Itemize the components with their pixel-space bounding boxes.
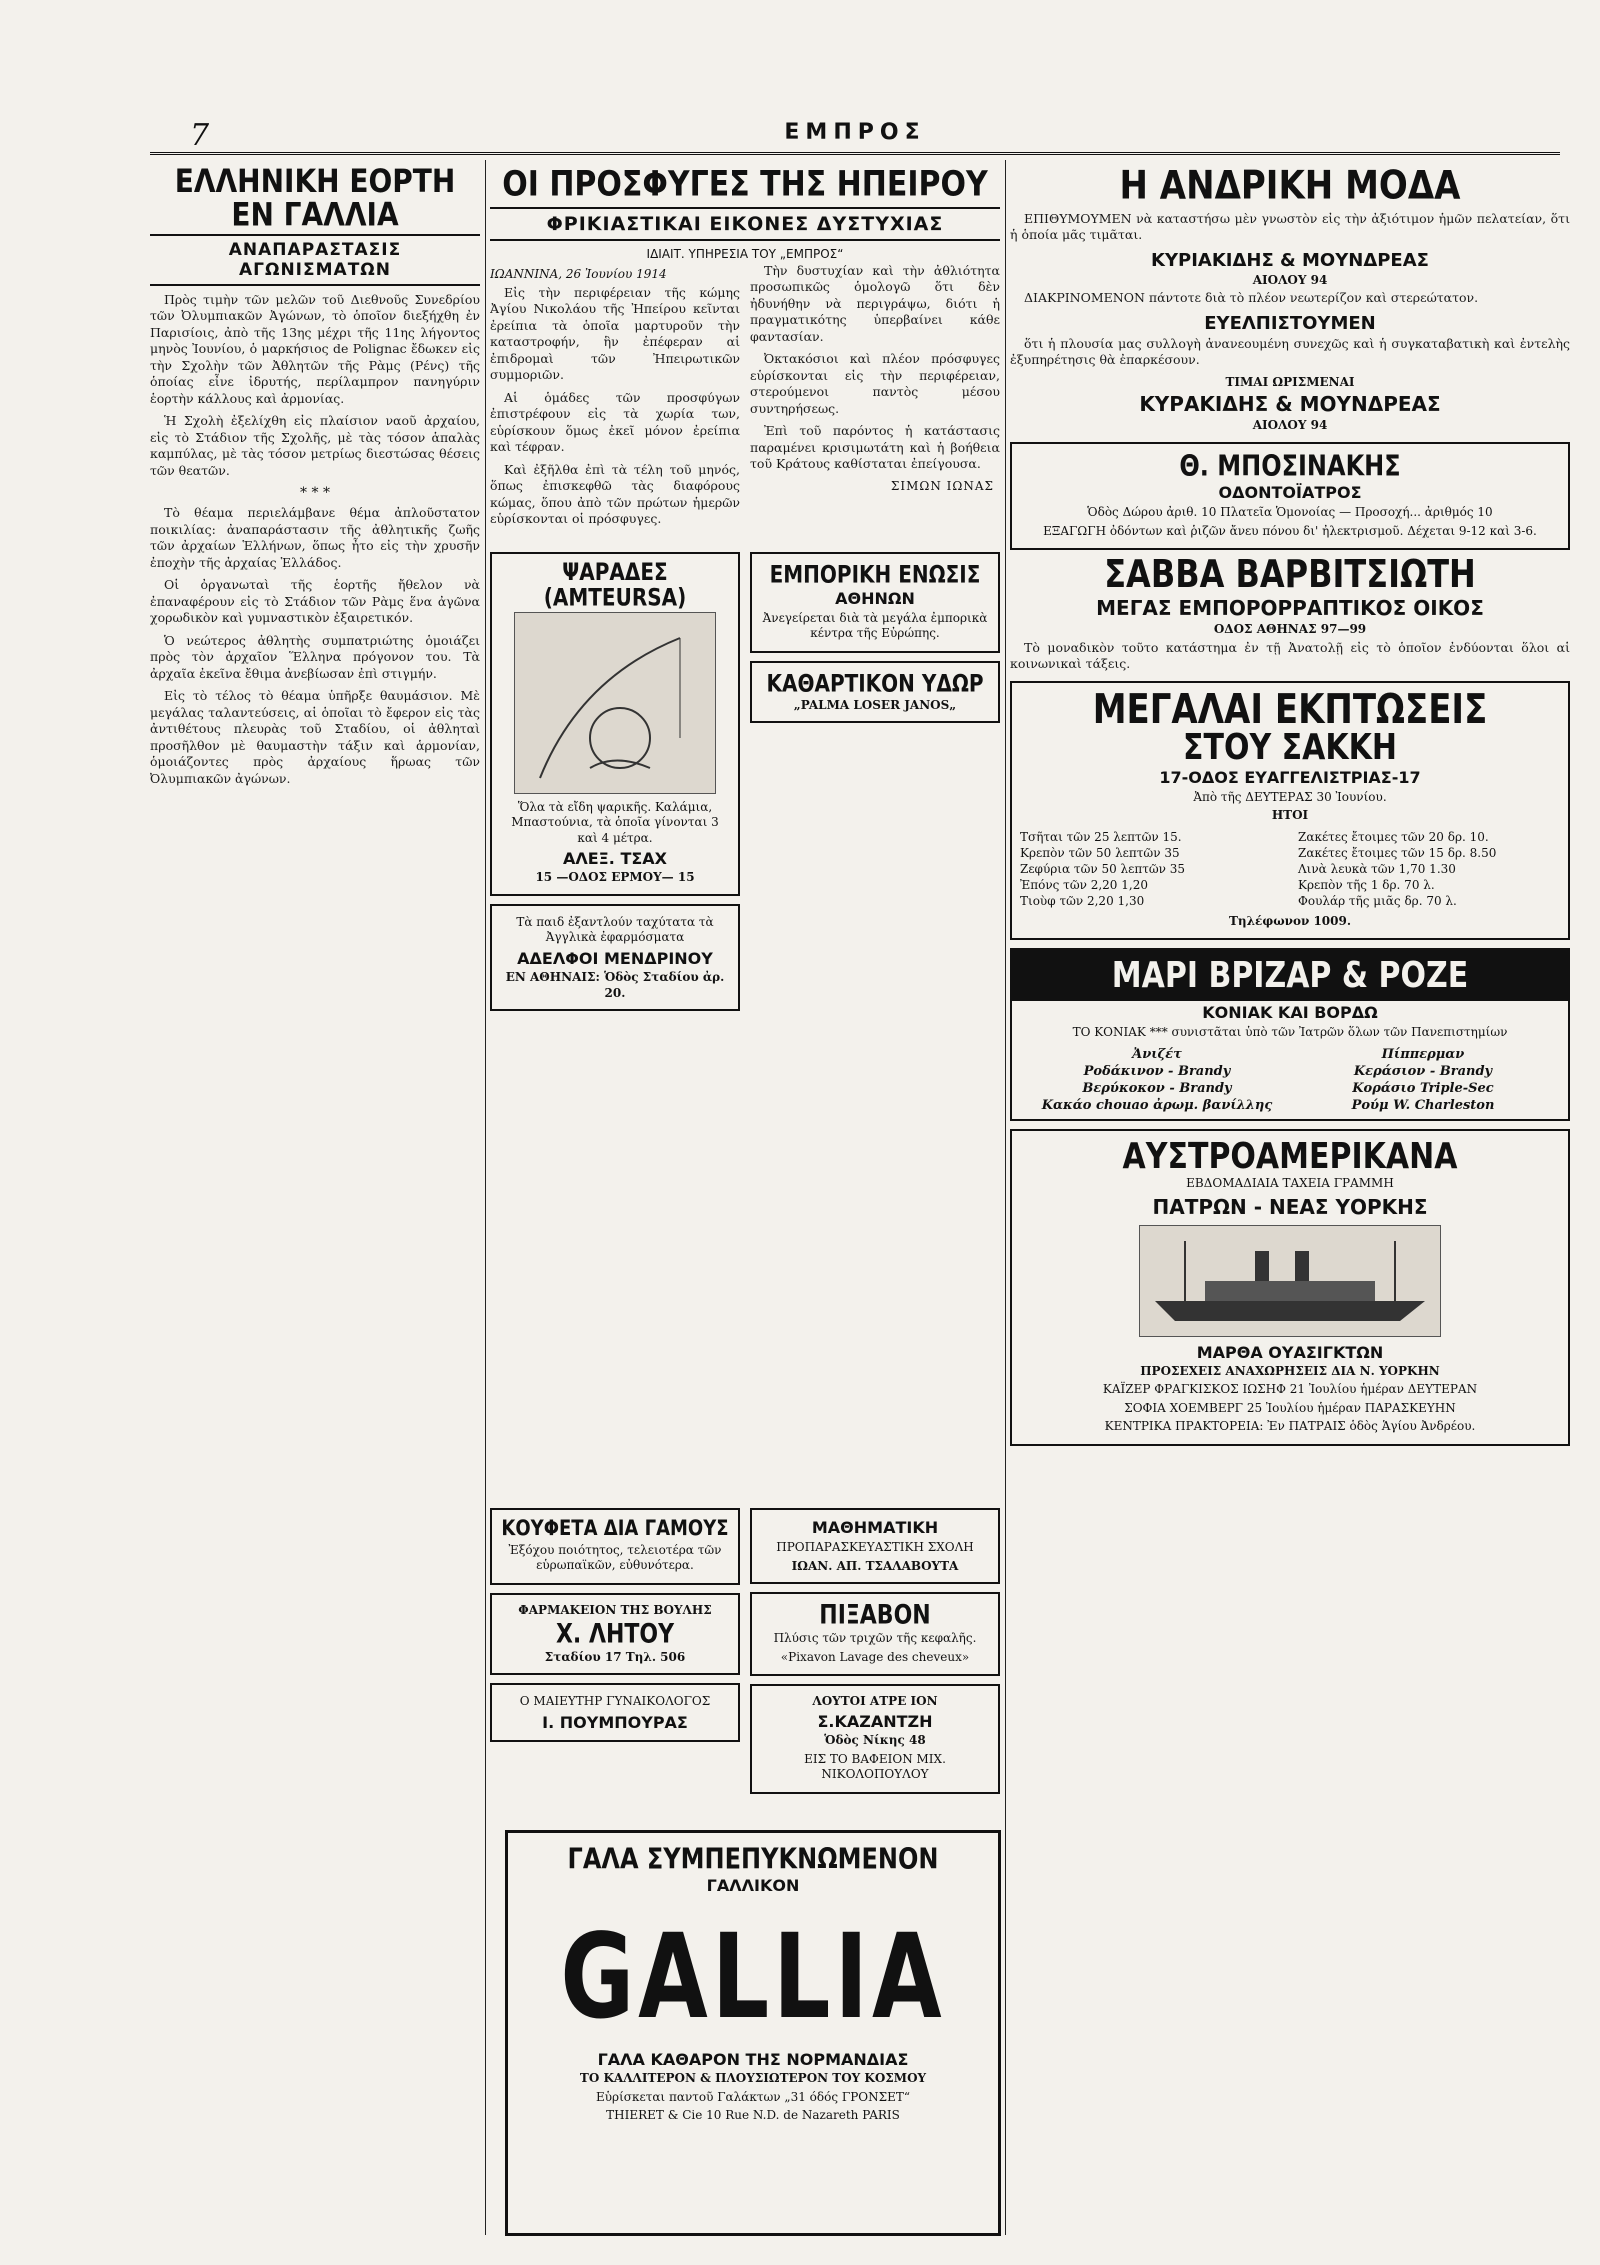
paragraph: Οἱ ὀργανωταὶ τῆς ἑορτῆς ἤθελον νὰ ἐπαναφέρουν εἰς τὸ Στάδιον τῶν Ρὰμς ἕνα ἀγῶνα χορωδικὸν καὶ γυμναστικὸν ἐξαιρετικόν.: [150, 577, 480, 626]
dateline: ΙΩΑΝΝΙΝΑ, 26 Ἰουνίου 1914: [490, 266, 667, 281]
ads-row: [490, 1500, 1000, 1802]
ad-address: Ὁδὸς Δώρου ἀριθ. 10 Πλατεῖα Ὁμονοίας — Προσοχή... ἀριθμός 10: [1087, 505, 1493, 520]
ad-title: Η ΑΝΔΡΙΚΗ ΜΟΔΑ: [1119, 165, 1461, 209]
price-item: Ζακέτες ἔτοιμες τῶν 15 δρ. 8.50: [1298, 845, 1497, 860]
ad-line: ΚΑΪΖΕΡ ΦΡΑΓΚΙΣΚΟΣ ΙΩΣΗΦ 21 Ἰουλίου ἡμέραν ΔΕΥΤΕΡΑΝ: [1102, 1382, 1478, 1397]
paragraph: Ὀκτακόσιοι καὶ πλέον πρόσφυγες εὑρίσκονται εἰς τὴν περιφέρειαν, στερούμενοι παντὸς μέσου συντηρήσεως.: [750, 351, 1000, 416]
ad-profession: ΟΔΟΝΤΟΪΑΤΡΟΣ: [1218, 483, 1362, 503]
page-number: 7: [190, 118, 210, 153]
ad-pharmacy: [490, 1593, 740, 1675]
paragraph: Καὶ ἐξῆλθα ἐπὶ τὰ τέλη τοῦ μηνός, ὅπως ἐπισκεφθῶ τὰς διαφόρους κώμας, ὅπου ἀπὸ τῶν πρώτων ἡμερῶν εὑρίσκονται οἱ πρόσφυγες.: [490, 461, 740, 526]
price-item: Ζεφύρια τῶν 50 λεπτῶν 35: [1020, 861, 1186, 876]
drink-item: Κακάο chouao ἀρωμ. βανίλλης: [1041, 1097, 1273, 1113]
ad-math-school: [750, 1508, 1000, 1584]
price-item: Κρεπὸν τῆς 1 δρ. 70 λ.: [1298, 877, 1435, 892]
drink-item: Ρούμ W. Charleston: [1351, 1097, 1495, 1113]
ad-text: Ἀνεγείρεται διὰ τὰ μεγάλα ἐμπορικὰ κέντρα τῆς Εὐρώπης.: [762, 610, 988, 641]
ad-address: ΑΙΟΛΟΥ 94: [1252, 418, 1328, 433]
ad-name: Θ. ΜΠΟΣΙΝΑΚΗΣ: [1179, 449, 1401, 483]
ad-address: Σταδίου 17 Τηλ. 506: [544, 1649, 686, 1664]
ad-text: ΔΙΑΚΡΙΝΟΜΕΝΟΝ πάντοτε διὰ τὸ πλέον νεωτερίζον καὶ στερεώτατον.: [1024, 290, 1479, 306]
ad-text: ΕΠΙΘΥΜΟΥΜΕΝ νὰ καταστήσω μὲν γνωστὸν εἰς τὴν ἀξιότιμον ἡμῶν πελατείαν, ὅτι ἡ ὁποία μᾶς τιμᾶται.: [1010, 210, 1570, 243]
drink-item: Ροδάκινον - Brandy: [1083, 1063, 1231, 1079]
service-line: ΙΔΙΑΙΤ. ΥΠΗΡΕΣΙΑ ΤΟΥ „ΕΜΠΡΟΣ“: [646, 246, 844, 261]
ad-vafeio: ΕΙΣ ΤΟ ΒΑΦΕΙΟΝ ΜΙΧ. ΝΙΚΟΛΟΠΟΥΛΟΥ: [804, 1751, 946, 1782]
paragraph: Ἡ Σχολὴ ἐξελίχθη εἰς πλαίσιον ναοῦ ἀρχαίου, εἰς τὸ Στάδιον τῆς Σχολῆς, μὲ τὰς τόσον ἁπαλὰς καμπύλας, μὲ τὰς τόσον μετρίως διεστώσας θέσεις τῶν θεατῶν.: [150, 413, 480, 478]
price-item: Κρεπὸν τῶν 50 λεπτῶν 35: [1020, 845, 1180, 860]
ad-sub: ΜΕΓΑΣ ΕΜΠΟΡΟΡΡΑΠΤΙΚΟΣ ΟΙΚΟΣ: [1096, 595, 1484, 620]
ad-title: ΓΑΛΑ ΣΥΜΠΕΠΥΚΝΩΜΕΝΟΝ: [567, 1842, 939, 1876]
ad-caption: «Pixavon Lavage des cheveux»: [780, 1649, 970, 1664]
ad-title: ΜΑΘΗΜΑΤΙΚΗ: [811, 1518, 939, 1537]
ad-title: ΣΑΒΒΑ ΒΑΡΒΙΤΣΙΩΤΗ: [1104, 551, 1476, 597]
ad-line: ΤΟ ΚΑΛΛΙΤΕΡΟΝ & ΠΛΟΥΣΙΩΤΕΡΟΝ ΤΟΥ ΚΟΣΜΟΥ: [579, 2071, 927, 2086]
fishing-illustration: [514, 612, 716, 794]
article-subtitle: ΦΡΙΚΙΑΣΤΙΚΑΙ ΕΙΚΟΝΕΣ ΔΥΣΤΥΧΙΑΣ: [490, 207, 1000, 241]
ad-address: Ὁδὸς Νίκης 48: [824, 1733, 926, 1748]
ad-prices: ΤΙΜΑΙ ΩΡΙΣΜΕΝΑΙ: [1225, 374, 1355, 389]
ad-varvitsioti: [1010, 551, 1570, 672]
price-item: Ζακέτες ἔτοιμες τῶν 20 δρ. 10.: [1298, 829, 1489, 844]
ad-date: Ἀπὸ τῆς ΔΕΥΤΕΡΑΣ 30 Ἰουνίου.: [1193, 789, 1387, 804]
ad-atre: [750, 1684, 1000, 1793]
ad-sub: ΕΒΔΟΜΑΔΙΑΙΑ ΤΑΧΕΙΑ ΓΡΑΜΜΗ: [1186, 1176, 1394, 1191]
ad-title: ΦΑΡΜΑΚΕΙΟΝ ΤΗΣ ΒΟΥΛΗΣ: [518, 1603, 712, 1618]
paragraph: Εἰς τὸ τέλος τὸ θέαμα ὑπῆρξε θαυμάσιον. Μὲ μεγάλας ταλαντεύσεις, αἱ ὁποῖαι τὸ ἔφερον εἰς τὰς ἀντιθέτους πλευρὰς τοῦ Σταδίου, οἱ ἀθληταὶ προσῆλθον μὲ θαυμαστὴν τάξιν καὶ ἁρμονίαν, ὁμοιάζοντες πρὸς ἀρχαίους ἥρωας τῶν Ὀλυμπιακῶν ἀγώνων.: [150, 688, 480, 786]
ad-line: ΓΑΛΑ ΚΑΘΑΡΟΝ ΤΗΣ ΝΟΡΜΑΝΔΙΑΣ: [597, 2050, 909, 2070]
ad-sub: ΣΤΟΥ ΣΑΚΚΗ: [1183, 726, 1397, 769]
ad-name: Σ.ΚΑΖΑΝΤΖΗ: [817, 1712, 933, 1732]
ad-text: Πλύσις τῶν τριχῶν τῆς κεφαλῆς.: [773, 1631, 977, 1646]
ad-title: ΜΑΡΙ ΒΡΙΖΑΡ & ΡΟΖΕ: [1111, 953, 1469, 996]
separator-stars: * * *: [300, 485, 330, 502]
ad-pixavon: [750, 1592, 1000, 1676]
article-title: ΟΙ ΠΡΟΣΦΥΓΕΣ ΤΗΣ ΗΠΕΙΡΟΥ: [502, 165, 988, 205]
article-subtitle: ΑΝΑΠΑΡΑΣΤΑΣΙΣ ΑΓΩΝΙΣΜΑΤΩΝ: [150, 234, 480, 286]
paragraph: Τὸ θέαμα περιελάμβανε θέμα ἀπλοῦστατον ποικιλίας: ἀναπαράστασιν τῆς ἀθλητικῆς ζωῆς τῶν ἀρχαίων Ἑλλήνων, ὅπως ἦτο εἰς τὴν χρυσῆν ἐποχὴν τῆς ἀρχαίας Ἑλλάδος.: [150, 505, 480, 570]
ad-title: Ο ΜΑΙΕΥΤΗΡ ΓΥΝΑΙΚΟΛΟΓΟΣ: [519, 1694, 711, 1709]
ad-sub: ΓΑΛΛΙΚΟΝ: [706, 1876, 800, 1896]
paragraph: Πρὸς τιμὴν τῶν μελῶν τοῦ Διεθνοῦς Συνεδρίου τῶν Ὀλυμπιακῶν Ἀγώνων, τὸ ὁποῖον διεξήχθη ἐν Παρισίοις, ἀπὸ τῆς 13ης μέχρι τῆς 11ης λήγοντος μηνὸς Ἰουνίου, ὁ μαρκήσιος de Polignac ἔδωκεν εἰς τὴν Σχολὴν τῶν Ἀθλητῶν τῆς Ρὰμς (Ρένς) τῆς ὁποίας εἶνε ἰδρυτής, περίλαμπρον πανηγύριν ἑορτὴν κάλλους καὶ ἀρμονίας.: [150, 291, 480, 406]
ad-title: ΚΑΘΑΡΤΙΚΟΝ ΥΔΩΡ: [766, 668, 984, 697]
ad-emporiki: [750, 552, 1000, 653]
ad-text: ΠΡΟΣΕΧΕΙΣ ΑΝΑΧΩΡΗΣΕΙΣ ΔΙΑ Ν. ΥΟΡΚΗΝ: [1140, 1363, 1440, 1378]
ad-brand: GALLIA: [560, 1909, 946, 2046]
ad-mendrinou: [490, 904, 740, 1011]
ad-fishermen: [490, 552, 740, 896]
ad-address: 17-ΟΔΟΣ ΕΥΑΓΓΕΛΙΣΤΡΙΑΣ-17: [1159, 767, 1421, 787]
column-mid-bottom: [490, 1500, 1000, 1820]
ad-address: 15 —ΟΔΟΣ ΕΡΜΟΥ— 15: [535, 870, 695, 885]
drink-item: Πίππερμαν: [1381, 1046, 1465, 1062]
ad-phone: Τηλέφωνον 1009.: [1228, 913, 1352, 928]
ad-sakki: [1010, 681, 1570, 940]
ad-sub: ΠΡΟΠΑΡΑΣΚΕΥΑΣΤΙΚΗ ΣΧΟΛΗ: [776, 1540, 974, 1554]
drink-item: Κοράσιο Triple-Sec: [1352, 1080, 1494, 1096]
ad-title: ΕΜΠΟΡΙΚΗ ΕΝΩΣΙΣ: [769, 559, 981, 588]
ad-gallia-milk: [505, 1830, 1001, 2236]
ad-route: ΠΑΤΡΩΝ - ΝΕΑΣ ΥΟΡΚΗΣ: [1152, 1194, 1428, 1219]
ad-title: ΠΙΞΑΒΟΝ: [819, 1600, 931, 1631]
ad-line: Εὑρίσκεται παντοῦ Γαλάκτων „31 όδός ΓΡΟΝΣΕΤ“: [595, 2089, 911, 2104]
paragraph: Αἱ ὁμάδες τῶν προσφύγων ἐπιστρέφουν εἰς τὰ χωρία των, εὑρίσκουν ὅμως ἐκεῖ μόνον ἐρείπια καὶ τέφραν.: [490, 389, 740, 454]
ad-text: ΕΞΑΓΩΓΗ ὀδόντων καὶ ῥιζῶν ἄνευ πόνου δι' ἠλεκτρισμοῦ. Δέχεται 9-12 καὶ 3-6.: [1043, 523, 1537, 538]
article-title: ΕΛΛΗΝΙΚΗ ΕΟΡΤΗ ΕΝ ΓΑΛΛΙΑ: [174, 165, 456, 235]
ad-agents: ΚΕΝΤΡΙΚΑ ΠΡΑΚΤΟΡΕΙΑ: Ἐν ΠΑΤΡΑΙΣ ὁδὸς Ἁγίου Ἀνδρέου.: [1104, 1419, 1476, 1434]
ad-koufeta: [490, 1508, 740, 1585]
ad-title: ΚΟΥΦΕΤΑ ΔΙΑ ΓΑΜΟΥΣ: [501, 1515, 729, 1541]
ad-ship: ΜΑΡΘΑ ΟΥΑΣΙΓΚΤΩΝ: [1196, 1342, 1384, 1362]
drink-item: Ἀνιζέτ: [1132, 1046, 1182, 1062]
price-item: Φουλάρ τῆς μιᾶς δρ. 70 λ.: [1298, 893, 1457, 908]
column-rule: [1005, 160, 1006, 2235]
ad-address: ΑΙΟΛΟΥ 94: [1252, 272, 1328, 287]
ad-text: ΤΟ ΚΟΝΙΑΚ *** συνιστᾶται ὑπὸ τῶν Ἰατρῶν ὅλων τῶν Πανεπιστημίων: [1072, 1025, 1508, 1039]
ad-name: Χ. ΛΗΤΟΥ: [555, 1619, 675, 1650]
ad-austroamericana: [1010, 1129, 1570, 1446]
ad-sub: ΚΟΝΙΑΚ ΚΑΙ ΒΟΡΔΩ: [1202, 1003, 1378, 1022]
ad-firm: ΚΥΡΙΑΚΙΔΗΣ & ΜΟΥΝΔΡΕΑΣ: [1151, 249, 1429, 271]
ad-address: ΟΔΟΣ ΑΘΗΝΑΣ 97—99: [1213, 621, 1367, 636]
column-rule: [485, 160, 486, 2235]
signature: ΣΙΜΩΝ ΙΩΝΑΣ: [890, 478, 994, 493]
price-item: Ἐπόνς τῶν 2,20 1,20: [1020, 877, 1148, 892]
ad-name: ΑΔΕΛΦΟΙ ΜΕΝΔΡΙΝΟΥ: [517, 949, 713, 969]
ad-shop-name: ΑΛΕΞ. ΤΣΑΧ: [562, 849, 667, 869]
drink-list: [1032, 1047, 1548, 1113]
ad-dentist: [1010, 442, 1570, 550]
ship-illustration: [1139, 1225, 1441, 1337]
ad-text: ὅτι ἡ πλουσία μας συλλογὴ ἀνανεουμένη συνεχῶς καὶ ἡ συγκαταβατικὴ καὶ ἐντελὴς ἐξυπηρέτησις θὰ ἐπαρκέσουν.: [1010, 335, 1570, 368]
price-item: Τιοὺφ τῶν 2,20 1,30: [1020, 893, 1145, 908]
column-greek-festival: [150, 165, 480, 2235]
ad-title: ΨΑΡΑΔΕΣ (AMTEURSA): [543, 556, 687, 611]
paragraph: Εἰς τὴν περιφέρειαν τῆς κώμης Ἀγίου Νικολάου τῆς Ἠπείρου κεῖνται ἐρείπια τὰ ὁποῖα μαρτυροῦν τὴν καταστροφήν, ἣν ἐπέφεραν αἱ ἐπιδρομαὶ τῶν Ἠπειρωτικῶν συμμοριῶν.: [490, 284, 740, 382]
ad-names: ΙΩΑΝ. ΑΠ. ΤΣΑΛΑΒΟΥΤΑ: [791, 1558, 959, 1573]
masthead: [150, 118, 1560, 155]
ad-title: ΑΥΣΤΡΟΑΜΕΡΙΚΑΝΑ: [1122, 1135, 1458, 1178]
ad-text: Ἐξόχου ποιότητος, τελειοτέρα τῶν εὑρωπαϊκῶν, εὐθυνότερα.: [508, 1542, 722, 1573]
ad-obstetrician: [490, 1683, 740, 1742]
paragraph: Τὴν δυστυχίαν καὶ τὴν ἀθλιότητα προσωπικῶς ὁμολογῶ ὅτι δὲν ἠδυνήθην νὰ περιγράψω, διότι ἡ πραγματικότης ὑπερβαίνει κάθε φαντασίαν.: [750, 262, 1000, 344]
ad-name: Ι. ΠΟΥΜΠΟΥΡΑΣ: [542, 1712, 688, 1732]
ad-title: ΛΟΥΤΟΙ ΑΤΡΕ ΙΟΝ: [812, 1694, 938, 1709]
ad-marie-brizard: [1010, 948, 1570, 1121]
column-ads: [1010, 165, 1570, 2235]
ad-banner: [1012, 950, 1568, 1002]
paragraph: Ὁ νεώτερος ἀθλητὴς συμπατριώτης ὁμοιάζει πρὸς τὸν ἀρχαῖον Ἕλληνα πρόγονον του. Τὰ ἀρχαῖα ἐκεῖνα ἔθιμα ἀνεβίωσαν ἐπὶ στιγμήν.: [150, 632, 480, 681]
column-epirus-refugees: [490, 165, 1000, 1495]
ad-address: ΕΝ ΑΘΗΝΑΙΣ: Ὁδὸς Σταδίου ἀρ. 20.: [505, 970, 725, 1000]
price-item: Λινὰ λευκὰ τῶν 1,70 1.30: [1298, 861, 1456, 876]
ad-kathartiko: [750, 661, 1000, 724]
price-item: Τσῆται τῶν 25 λεπτῶν 15.: [1020, 829, 1182, 844]
ad-title: ΜΕΓΑΛΑΙ ΕΚΠΤΩΣΕΙΣ: [1092, 685, 1488, 734]
ad-line: ΣΟΦΙΑ ΧΟΕΜΒΕΡΓ 25 Ἰουλίου ἡμέραν ΠΑΡΑΣΚΕΥΗΝ: [1124, 1400, 1456, 1415]
ad-text: Ὅλα τὰ εἴδη ψαρικῆς. Καλάμια, Μπαστούνια, τὰ ὁποῖα γίνονται 3 καὶ 4 μέτρα.: [511, 799, 719, 845]
ad-ntoi: ΗΤΟΙ: [1271, 808, 1309, 823]
paragraph: Ἐπὶ τοῦ παρόντος ἡ κατάστασις παραμένει κρισιμωτάτη καὶ ἡ βοήθεια τοῦ Κράτους καθίσταται ἐπείγουσα.: [750, 423, 1000, 471]
paper-name: ΕΜΠΡΟΣ: [784, 120, 926, 145]
drink-item: Κεράσιον - Brandy: [1353, 1063, 1493, 1079]
ad-text: Τὸ μοναδικὸν τοῦτο κατάστημα ἐν τῇ Ἀνατολῇ εἰς τὸ ὁποῖον ἐνδύονται ὅλοι αἱ κοινωνικαὶ τάξεις.: [1010, 639, 1570, 672]
ad-sub: ΑΘΗΝΩΝ: [835, 588, 915, 608]
ad-firm: ΚΥΡΑΚΙΔΗΣ & ΜΟΥΝΔΡΕΑΣ: [1139, 392, 1441, 417]
ads-row: [490, 544, 1000, 1020]
ad-brand: „PALMA LOSER JANOS„: [793, 697, 957, 712]
ad-text: Τὰ παιδ ἐξαντλούν ταχύτατα τὰ Ἀγγλικὰ ἐφαρμόσματα: [516, 914, 714, 945]
ad-line: THIERET & Cie 10 Rue N.D. de Nazareth PARIS: [606, 2108, 900, 2123]
price-list: [1020, 830, 1560, 908]
article-body: [490, 263, 1000, 534]
ad-headline: ΕΥΕΛΠΙΣΤΟΥΜΕΝ: [1204, 312, 1376, 334]
drink-item: Βερύκοκον - Brandy: [1082, 1080, 1232, 1096]
